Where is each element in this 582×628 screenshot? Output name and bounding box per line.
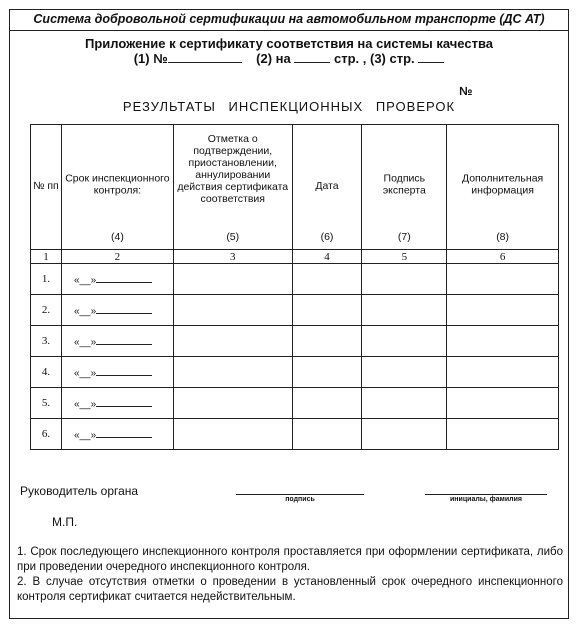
certificate-number-label: (1) № — [133, 51, 168, 66]
header-col-info — [447, 125, 559, 250]
header-col-signature — [362, 125, 447, 250]
index-cell: 4 — [292, 250, 362, 264]
table-row — [31, 326, 559, 357]
header-col-mark-num: (5) — [226, 231, 240, 243]
stamp-place-label: М.П. — [52, 515, 78, 529]
table-row — [31, 419, 559, 450]
header-col-signature-num: (7) — [397, 231, 411, 243]
row-number: 2. — [31, 295, 62, 326]
term-quotes: «__» — [73, 336, 97, 348]
term-cell[interactable] — [61, 419, 173, 450]
index-cell: 1 — [31, 250, 62, 264]
index-cell: 3 — [173, 250, 292, 264]
certificate-number-blank — [168, 51, 242, 63]
appendix-fields — [9, 51, 569, 66]
date-cell[interactable] — [292, 419, 362, 450]
mark-cell[interactable] — [173, 295, 292, 326]
header-col-date-label: Дата — [315, 179, 339, 192]
term-blank — [96, 304, 152, 314]
name-line[interactable] — [425, 494, 547, 495]
date-cell[interactable] — [292, 326, 362, 357]
head-of-body-label: Руководитель органа — [20, 484, 139, 498]
appendix-title: Приложение к сертификату соответствия на системы качества — [84, 36, 493, 51]
term-quotes: «__» — [73, 305, 97, 317]
row-number: 1. — [31, 264, 62, 295]
term-cell[interactable] — [61, 295, 173, 326]
header-col-term-num: (4) — [110, 231, 124, 243]
inspection-table — [30, 124, 559, 450]
signature-line[interactable] — [236, 494, 364, 495]
header-col-date-num: (6) — [320, 231, 334, 243]
table-row — [31, 295, 559, 326]
info-cell[interactable] — [447, 326, 559, 357]
signature-caption: подпись — [285, 496, 315, 503]
info-cell[interactable] — [447, 295, 559, 326]
pages-total-blank — [294, 51, 330, 63]
signature-cell[interactable] — [362, 264, 447, 295]
mark-cell[interactable] — [173, 388, 292, 419]
header-col-date — [292, 125, 362, 250]
signature-cell[interactable] — [362, 357, 447, 388]
appendix-header — [9, 36, 569, 66]
mark-cell[interactable] — [173, 326, 292, 357]
signature-cell[interactable] — [362, 419, 447, 450]
row-number: 5. — [31, 388, 62, 419]
mark-cell[interactable] — [173, 357, 292, 388]
term-cell[interactable] — [61, 388, 173, 419]
index-cell: 5 — [362, 250, 447, 264]
date-cell[interactable] — [292, 295, 362, 326]
header-col-info-num: (8) — [496, 231, 510, 243]
term-blank — [96, 397, 152, 407]
header-col-number — [31, 125, 62, 250]
term-blank — [96, 366, 152, 376]
date-cell[interactable] — [292, 264, 362, 295]
table-index-row — [31, 250, 559, 264]
term-cell[interactable] — [61, 264, 173, 295]
header-col-term-label: Срок инспекционного контроля: — [65, 172, 170, 197]
term-blank — [96, 335, 152, 345]
signature-cell[interactable] — [362, 388, 447, 419]
header-col-info-label: Дополнительная информация — [461, 172, 544, 197]
header-col-mark-label: Отметка о подтверждении, приостановлении, аннулировании действия сертификата соответствия — [177, 133, 289, 205]
table-row — [31, 388, 559, 419]
name-caption: инициалы, фамилия — [450, 496, 522, 503]
term-quotes: «__» — [73, 274, 97, 286]
footnote-1: 1. Срок последующего инспекционного контроля проставляется при оформлении сертификата, либо при проведении очередного инспекционного контроля. — [17, 546, 563, 573]
table-row — [31, 357, 559, 388]
date-cell[interactable] — [292, 357, 362, 388]
header-col-mark — [173, 125, 292, 250]
signature-cell[interactable] — [362, 326, 447, 357]
footnote-2: 2. В случае отсутствия отметки о проведении в установленный срок очередного инспекционного контроля сертификат считается недействительным. — [17, 576, 563, 603]
row-number: 6. — [31, 419, 62, 450]
signature-cell[interactable] — [362, 295, 447, 326]
info-cell[interactable] — [447, 357, 559, 388]
results-title: РЕЗУЛЬТАТЫ ИНСПЕКЦИОННЫХ ПРОВЕРОК — [122, 99, 456, 114]
term-cell[interactable] — [61, 357, 173, 388]
table-row — [31, 264, 559, 295]
term-quotes: «__» — [73, 398, 97, 410]
footnotes — [17, 545, 563, 605]
index-cell: 2 — [61, 250, 173, 264]
form-title: Система добровольной сертификации на автомобильном транспорте (ДС АТ) — [9, 9, 569, 31]
mark-cell[interactable] — [173, 264, 292, 295]
header-col-term — [61, 125, 173, 250]
info-cell[interactable] — [447, 388, 559, 419]
header-col-signature-label: Подпись эксперта — [382, 172, 426, 197]
mark-cell[interactable] — [173, 419, 292, 450]
page-current-blank — [418, 51, 444, 63]
pages-label: (2) на — [256, 51, 291, 66]
number-sign: № — [459, 84, 473, 98]
page-current-label: стр. , (3) стр. — [334, 51, 415, 66]
info-cell[interactable] — [447, 264, 559, 295]
table-header-row — [31, 125, 559, 250]
row-number: 4. — [31, 357, 62, 388]
term-quotes: «__» — [73, 367, 97, 379]
index-cell: 6 — [447, 250, 559, 264]
term-blank — [96, 273, 152, 283]
date-cell[interactable] — [292, 388, 362, 419]
header-col-number-label: № пп — [33, 179, 59, 192]
term-quotes: «__» — [73, 429, 97, 441]
info-cell[interactable] — [447, 419, 559, 450]
row-number: 3. — [31, 326, 62, 357]
term-blank — [96, 428, 152, 438]
term-cell[interactable] — [61, 326, 173, 357]
